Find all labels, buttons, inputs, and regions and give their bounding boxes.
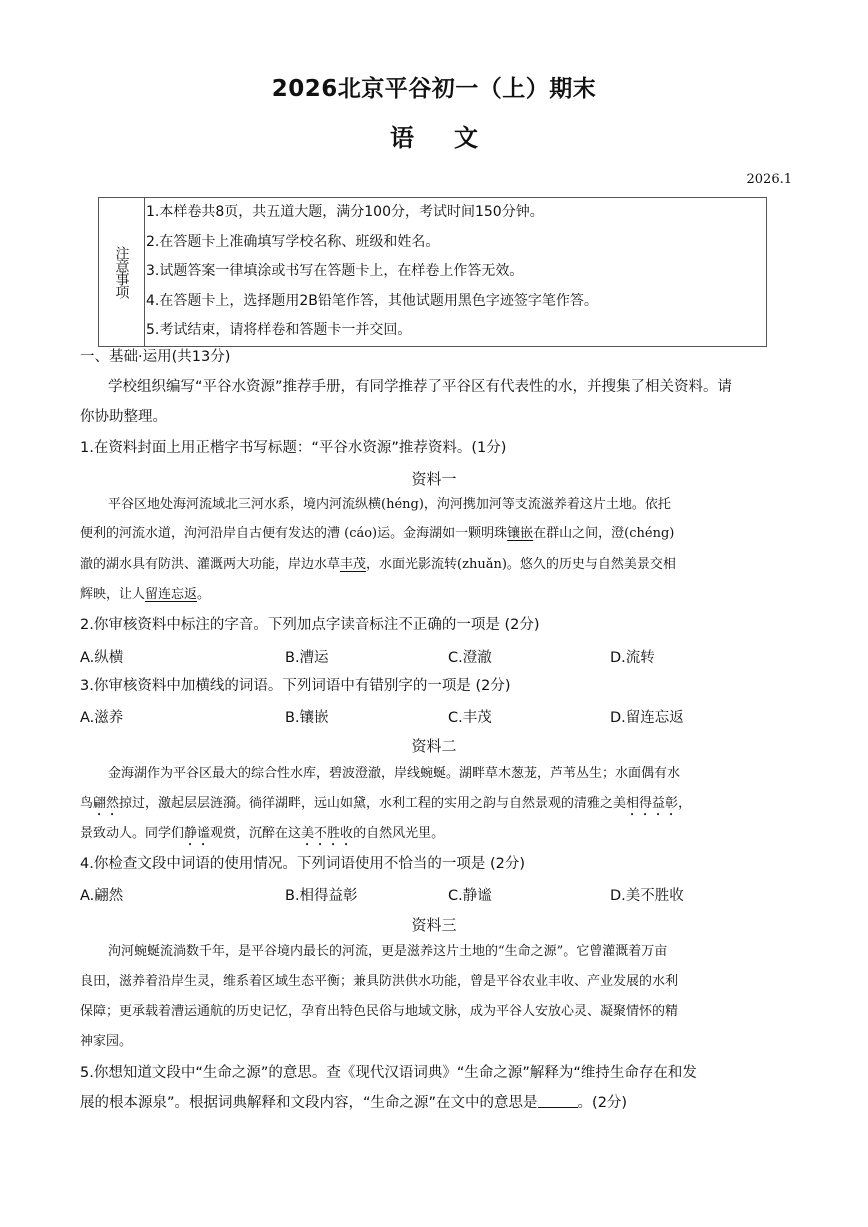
dotted-word: 相得益彰 xyxy=(626,796,679,811)
material-3-line: 保障；更承载着漕运通航的历史记忆，孕育出特色民俗与地域文脉，成为平谷人安放心灵、凝聚情怀的精 xyxy=(80,1004,679,1019)
notice-label-text: 注意事项 xyxy=(113,246,130,298)
underlined-word: 镶嵌 xyxy=(507,526,534,541)
notice-item: 4.在答题卡上，选择题用2B铅笔作答，其他试题用黑色字迹签字笔作答。 xyxy=(146,292,598,309)
dotted-word: 静谧 xyxy=(184,826,211,841)
material-3-line: 神家园。 xyxy=(80,1034,133,1049)
material-3-line: 泃河蜿蜒流淌数千年，是平谷境内最长的河流，更是滋养这片土地的“生命之源”。它曾灌溉着万亩 xyxy=(108,944,668,959)
material-3-line: 良田，滋养着沿岸生灵，维系着区域生态平衡；兼具防洪供水功能，曾是平谷农业丰收、产业发展的水利 xyxy=(80,974,679,989)
option-c[interactable]: C.澄澈 xyxy=(448,650,492,666)
underlined-word: 留连忘返 xyxy=(145,587,198,602)
option-a[interactable]: A.纵横 xyxy=(80,650,124,666)
question-5: 展的根本源泉”。根据词典解释和文段内容，“生命之源”在文中的意思是 。(2分) xyxy=(80,1095,628,1111)
notice-box xyxy=(98,197,767,347)
underlined-word: 丰茂 xyxy=(340,557,367,572)
notice-item: 3.试题答案一律填涂或书写在答题卡上，在样卷上作答无效。 xyxy=(146,263,524,279)
section-intro: 学校组织编写“平谷水资源”推荐手册，有同学推荐了平谷区有代表性的水，并搜集了相关资料。请 xyxy=(108,379,733,395)
option-d[interactable]: D.留连忘返 xyxy=(610,710,684,726)
material-2-title: 资料二 xyxy=(411,737,457,755)
answer-blank[interactable] xyxy=(538,1094,578,1108)
question-5: 5.你想知道文段中“生命之源”的意思。查《现代汉语词典》“生命之源”解释为“维持生命存在和发 xyxy=(80,1065,697,1081)
notice-label xyxy=(99,198,145,346)
material-2-line: 景致动人。同学们静谧观赏，沉醉在这美不胜收的自然风光里。 xyxy=(80,826,445,841)
material-1-title: 资料一 xyxy=(411,470,457,488)
material-1-line: 便利的河流水道，泃河沿岸自古便有发达的漕 (cáo)运。金海湖如一颗明珠镶嵌在群山之间，澄(chéng) xyxy=(80,526,675,541)
section-heading: 一、基础·运用(共13分) xyxy=(80,349,231,365)
dotted-word: 美不胜收 xyxy=(301,826,354,841)
material-3-title: 资料三 xyxy=(411,916,457,934)
question-3: 3.你审核资料中加横线的词语。下列词语中有错别字的一项是 (2分) xyxy=(80,678,511,694)
option-b[interactable]: B.镶嵌 xyxy=(285,710,329,726)
material-1-line: 澈的湖水具有防洪、灌溉两大功能，岸边水草丰茂，水面光影流转(zhuǎn)。悠久的历史与自然美景交相 xyxy=(80,557,676,572)
option-d[interactable]: D.流转 xyxy=(610,650,655,666)
material-2-line: 鸟翩然掠过，激起层层涟漪。徜徉湖畔，远山如黛，水利工程的实用之韵与自然景观的清雅之美相得益彰， xyxy=(80,796,692,811)
option-a[interactable]: A.滋养 xyxy=(80,710,124,726)
section-intro: 你协助整理。 xyxy=(80,409,167,425)
subject-title: 语文 xyxy=(390,124,518,152)
option-c[interactable]: C.丰茂 xyxy=(448,710,492,726)
question-2: 2.你审核资料中标注的字音。下列加点字读音标注不正确的一项是 (2分) xyxy=(80,617,540,633)
notice-item: 2.在答题卡上准确填写学校名称、班级和姓名。 xyxy=(146,233,440,250)
notice-item: 1.本样卷共8页，共五道大题，满分100分，考试时间150分钟。 xyxy=(146,204,544,220)
notice-items xyxy=(146,202,762,350)
question-4: 4.你检查文段中词语的使用情况。下列词语使用不恰当的一项是 (2分) xyxy=(80,856,525,872)
option-c[interactable]: C.静谧 xyxy=(448,888,492,904)
option-b[interactable]: B.漕运 xyxy=(285,650,329,666)
dotted-word: 翩然 xyxy=(93,796,120,811)
material-2-line: 金海湖作为平谷区最大的综合性水库，碧波澄澈，岸线蜿蜒。湖畔草木葱茏，芦苇丛生；水面偶有水 xyxy=(108,766,681,781)
option-b[interactable]: B.相得益彰 xyxy=(285,888,358,904)
notice-item: 5.考试结束，请将样卷和答题卡一并交回。 xyxy=(146,322,412,338)
page-title: 2026北京平谷初一（上）期末 xyxy=(271,76,597,102)
exam-date: 2026.1 xyxy=(746,172,792,187)
question-1: 1.在资料封面上用正楷字书写标题：“平谷水资源”推荐资料。(1分) xyxy=(80,440,507,456)
material-1-line: 辉映，让人留连忘返。 xyxy=(80,587,211,602)
option-a[interactable]: A.翩然 xyxy=(80,888,124,904)
option-d[interactable]: D.美不胜收 xyxy=(610,888,684,904)
material-1-line: 平谷区地处海河流域北三河水系，境内河流纵横(héng)，泃河携加河等支流滋养着这片土地。依托 xyxy=(108,497,671,512)
